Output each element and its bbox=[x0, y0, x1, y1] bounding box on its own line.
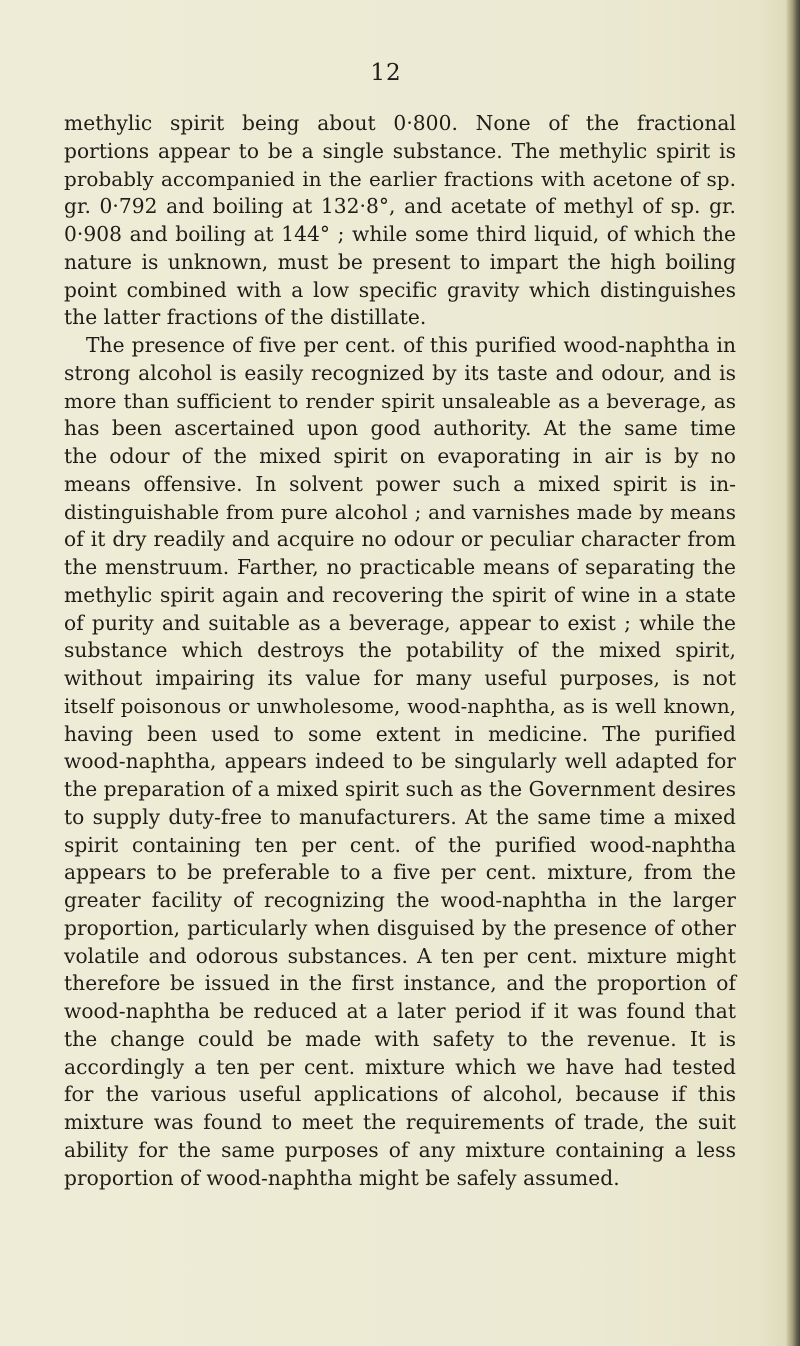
body-text bbox=[64, 110, 736, 1192]
text-line: wood-naphtha, appears indeed to be singularly well adapted for bbox=[64, 749, 736, 774]
text-line: without impairing its value for many useful purposes, is not bbox=[64, 666, 736, 690]
text-line: methylic spirit again and recovering the spirit of wine in a state bbox=[64, 582, 736, 607]
text-line: to supply duty-free to manufacturers. At the same time a mixed bbox=[64, 804, 736, 829]
text-line: the latter fractions of the distillate. bbox=[64, 305, 427, 330]
text-line: having been used to some extent in medicine. The purified bbox=[64, 721, 736, 746]
text-line: nature is unknown, must be present to impart the high boiling bbox=[64, 249, 736, 274]
text-line: distinguishable from pure alcohol ; and varnishes made by means bbox=[64, 499, 736, 524]
page-edge-shadow bbox=[786, 0, 800, 1346]
text-line: wood-naphtha be reduced at a later period if it was found that bbox=[64, 999, 736, 1023]
text-line: itself poisonous or unwholesome, wood-naphtha, as is well known, bbox=[64, 694, 736, 718]
text-line: methylic spirit being about 0·800. None of the fractional bbox=[64, 111, 736, 135]
text-line: appears to be preferable to a five per cent. mixture, from the bbox=[64, 860, 736, 885]
text-line: of purity and suitable as a beverage, appear to exist ; while the bbox=[64, 610, 736, 635]
text-line: the preparation of a mixed spirit such as the Government desires bbox=[64, 777, 737, 801]
text-line: the odour of the mixed spirit on evaporating in air is by no bbox=[64, 444, 736, 468]
text-line: substance which destroys the potability of the mixed spirit, bbox=[64, 638, 736, 663]
text-line: The presence of five per cent. of this purified wood-naphtha in bbox=[86, 333, 736, 357]
text-line: for the various useful applications of alcohol, because if this bbox=[64, 1082, 736, 1107]
text-line: more than sufficient to render spirit unsaleable as a beverage, as bbox=[64, 388, 736, 413]
page-number: 12 bbox=[370, 60, 402, 86]
text-line: ability for the same purposes of any mixture containing a less bbox=[64, 1137, 736, 1162]
text-line: spirit containing ten per cent. of the purified wood-naphtha bbox=[64, 832, 736, 857]
text-line: point combined with a low specific gravity which distinguishes bbox=[64, 277, 736, 302]
text-line: strong alcohol is easily recognized by its taste and odour, and is bbox=[64, 360, 736, 385]
text-line: has been ascertained upon good authority. At the same time bbox=[64, 416, 736, 441]
text-line: mixture was found to meet the requirements of trade, the suit bbox=[64, 1110, 736, 1134]
text-line: the change could be made with safety to the revenue. It is bbox=[64, 1026, 736, 1051]
text-line: volatile and odorous substances. A ten per cent. mixture might bbox=[64, 943, 736, 968]
text-line: greater facility of recognizing the wood-naphtha in the larger bbox=[64, 888, 736, 912]
text-line: therefore be issued in the first instance, and the proportion of bbox=[64, 971, 736, 996]
text-line: proportion, particularly when disguised by the presence of other bbox=[64, 915, 736, 940]
text-line: of it dry readily and acquire no odour or peculiar character from bbox=[64, 527, 736, 552]
text-line: gr. 0·792 and boiling at 132·8°, and acetate of methyl of sp. gr. bbox=[64, 194, 736, 219]
text-line: the menstruum. Farther, no practicable means of separating the bbox=[64, 555, 736, 579]
text-line: portions appear to be a single substance. The methylic spirit is bbox=[64, 138, 736, 163]
text-line: probably accompanied in the earlier fractions with acetone of sp. bbox=[64, 166, 736, 191]
text-line: proportion of wood-naphtha might be safely assumed. bbox=[64, 1165, 620, 1190]
text-line: means offensive. In solvent power such a mixed spirit is in- bbox=[64, 471, 736, 496]
text-line: accordingly a ten per cent. mixture which we have had tested bbox=[64, 1054, 736, 1079]
text-line: 0·908 and boiling at 144° ; while some third liquid, of which the bbox=[64, 222, 736, 246]
